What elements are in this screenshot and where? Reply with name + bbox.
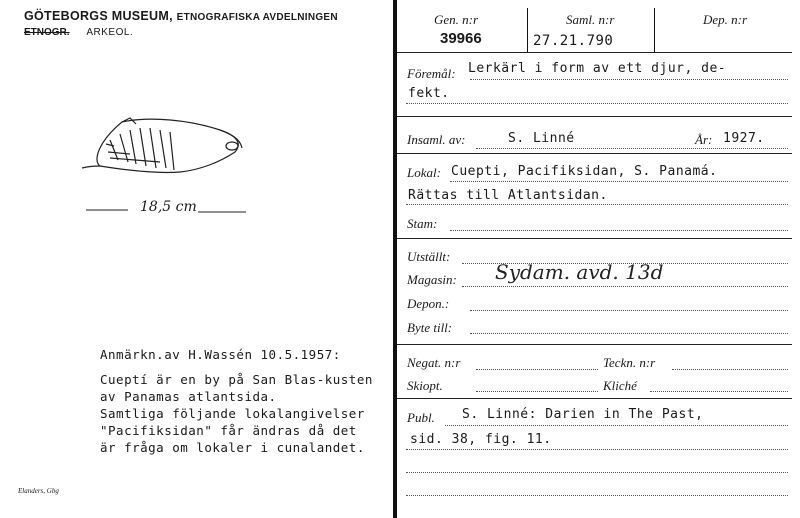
kliche-dots: [650, 391, 788, 392]
skiopt-label: Skiopt.: [407, 378, 443, 393]
saml-label: Saml. n:r: [566, 12, 615, 27]
teckn-label: Teckn. n:r: [603, 355, 656, 370]
note-block: [100, 346, 373, 456]
header-divider: [527, 8, 528, 52]
header-divider: [654, 8, 655, 52]
insaml-dots: [476, 148, 788, 149]
stam-label: Stam:: [407, 216, 438, 231]
header-rule: [397, 52, 792, 53]
dep-label: Dep. n:r: [703, 12, 748, 27]
card-divider: [393, 0, 397, 518]
negat-label: Negat. n:r: [407, 355, 461, 370]
section-rule: [397, 344, 792, 345]
museum-name: GÖTEBORGS MUSEUM,: [24, 9, 173, 23]
gen-label: Gen. n:r: [434, 12, 479, 27]
kliche-label: Kliché: [603, 378, 637, 393]
printer-mark: Elanders, Gbg: [18, 487, 59, 495]
note-heading: Anmärkn.av H.Wassén 10.5.1957:: [100, 347, 341, 362]
museum-subheader: [24, 27, 133, 38]
section-rule: [397, 116, 792, 117]
skiopt-dots: [476, 391, 598, 392]
note-line: Samtliga följande lokalangivelser: [100, 406, 365, 421]
insaml-label: Insaml. av:: [407, 132, 466, 147]
magasin-value: Sydam. avd. 13d: [495, 260, 664, 284]
note-line: av Panamas atlantsida.: [100, 389, 277, 404]
foremal-value-line1: Lerkärl i form av ett djur, de-: [468, 61, 727, 76]
insaml-value: S. Linné: [508, 131, 575, 146]
sub-department: ARKEOL.: [86, 27, 134, 38]
foremal-dots: [470, 79, 788, 80]
stam-dots: [450, 230, 788, 231]
foremal-label: Föremål:: [407, 66, 456, 81]
byte-label: Byte till:: [407, 320, 453, 335]
negat-dots: [476, 369, 598, 370]
magasin-label: Magasin:: [407, 272, 457, 287]
foremal-value-line2: fekt.: [408, 86, 450, 101]
lokal-value-line1: Cuepti, Pacifiksidan, S. Panamá.: [451, 164, 718, 179]
publ-dots: [445, 425, 788, 426]
museum-department: ETNOGRAFISKA AVDELNINGEN: [176, 12, 338, 23]
note-line: Cueptí är en by på San Blas-kusten: [100, 372, 373, 387]
foremal-dots: [406, 103, 788, 104]
lokal-dots: [406, 204, 788, 205]
teckn-dots: [672, 369, 788, 370]
publ-value-line1: S. Linné: Darien in The Past,: [462, 407, 704, 422]
section-rule: [397, 238, 792, 239]
depon-dots: [470, 310, 788, 311]
ar-label: År:: [695, 132, 713, 147]
note-line: är fråga om lokaler i cunalandet.: [100, 440, 365, 455]
byte-dots: [470, 333, 788, 334]
saml-number: 27.21.790: [533, 33, 614, 49]
section-rule: [397, 398, 792, 399]
museum-header: [24, 9, 338, 23]
note-line: "Pacifiksidan" får ändras då det: [100, 423, 357, 438]
section-rule: [397, 153, 792, 154]
publ-dots: [406, 495, 788, 496]
publ-dots: [406, 449, 788, 450]
publ-label: Publ.: [407, 410, 435, 425]
ar-value: 1927.: [723, 131, 765, 146]
magasin-dots: [462, 286, 788, 287]
utstallt-label: Utställt:: [407, 249, 451, 264]
publ-dots: [406, 472, 788, 473]
gen-number: 39966: [440, 30, 482, 47]
lokal-label: Lokal:: [407, 165, 441, 180]
sketch-caption: 18,5 cm: [140, 199, 197, 215]
depon-label: Depon.:: [407, 296, 450, 311]
struck-department: ETNOGR.: [24, 27, 70, 38]
lokal-value-line2: Rättas till Atlantsidan.: [408, 188, 608, 203]
publ-value-line2: sid. 38, fig. 11.: [410, 432, 552, 447]
lokal-dots: [450, 181, 788, 182]
